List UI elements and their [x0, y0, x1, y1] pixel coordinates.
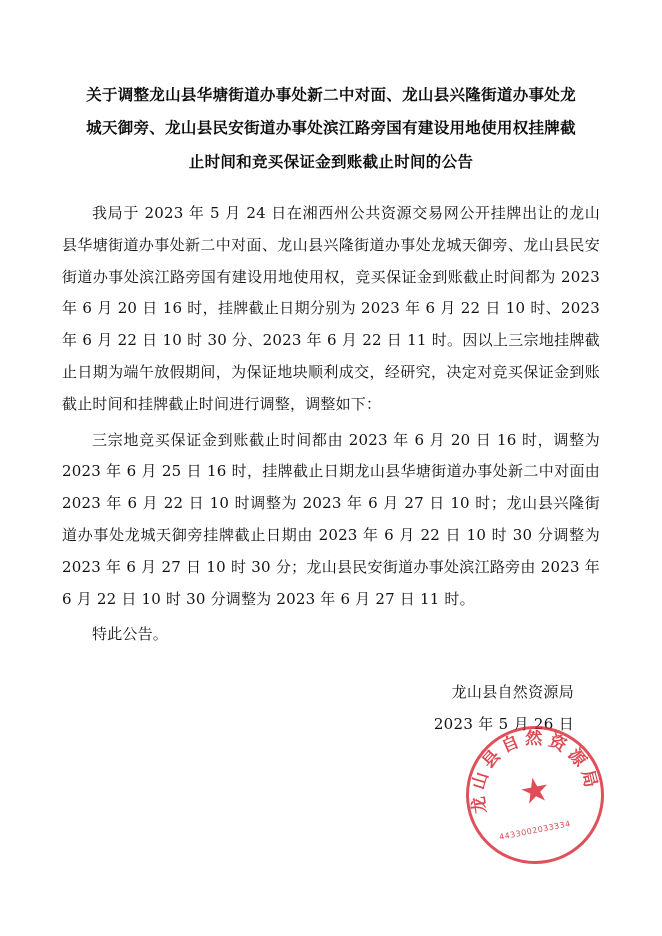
- official-seal: [466, 726, 604, 864]
- paragraph-2: 三宗地竞买保证金到账截止时间都由 2023 年 6 月 20 日 16 时，调整为 2023 年 6 月 25 日 16 时，挂牌截止日期龙山县华塘街道办事处新二中对面由 2023 年 6 月 22 日 10 时调整为 2023 年 6 月 27 日 10 时；龙山县兴隆街道办事处龙城天御旁挂牌截止日期由 2023 年 6 月 22 日 10 时 30 分调整为 2023 年 6 月 27 日 10 时 30 分；龙山县民安街道办事处滨江路旁由 2023 年 6 月 22 日 10 时 30 分调整为 2023 年 6 月 27 日 11 时。: [62, 430, 600, 608]
- title-line-1: 关于调整龙山县华塘街道办事处新二中对面、龙山县兴隆街道办事处龙: [86, 85, 576, 104]
- paragraph-1: 我局于 2023 年 5 月 24 日在湘西州公共资源交易网公开挂牌出让的龙山县华塘街道办事处新二中对面、龙山县兴隆街道办事处龙城天御旁、龙山县民安街道办事处滨江路旁国有建设用地使用权，竞买保证金到账截止时间都为 2023 年 6 月 20 日 16 时，挂牌截止日期分别为 2023 年 6 月 22 日 10 时、2023 年 6 月 22 日 10 时 30 分、2023 年 6 月 22 日 11 时。因以上三宗地挂牌截止日期为端午放假期间，为保证地块顺利成交，经研究，决定对竞买保证金到账截止时间和挂牌截止时间进行调整，调整如下：: [62, 203, 600, 413]
- signature-block: [62, 677, 600, 740]
- paragraph-3: 特此公告。: [92, 625, 169, 644]
- page-title: [62, 78, 600, 178]
- title-line-2: 城天御旁、龙山县民安街道办事处滨江路旁国有建设用地使用权挂牌截: [86, 118, 576, 138]
- issuer-name: 龙山县自然资源局: [451, 683, 574, 702]
- document-body: [62, 198, 600, 651]
- issue-date: 2023 年 5 月 26 日: [433, 714, 574, 733]
- seal-arc-label: 龙山县自然资源局: [468, 728, 602, 815]
- seal-star-icon: ★: [516, 768, 554, 814]
- title-line-3: 止时间和竞买保证金到账截止时间的公告: [188, 151, 474, 171]
- seal-code: 4433002033334: [498, 819, 572, 842]
